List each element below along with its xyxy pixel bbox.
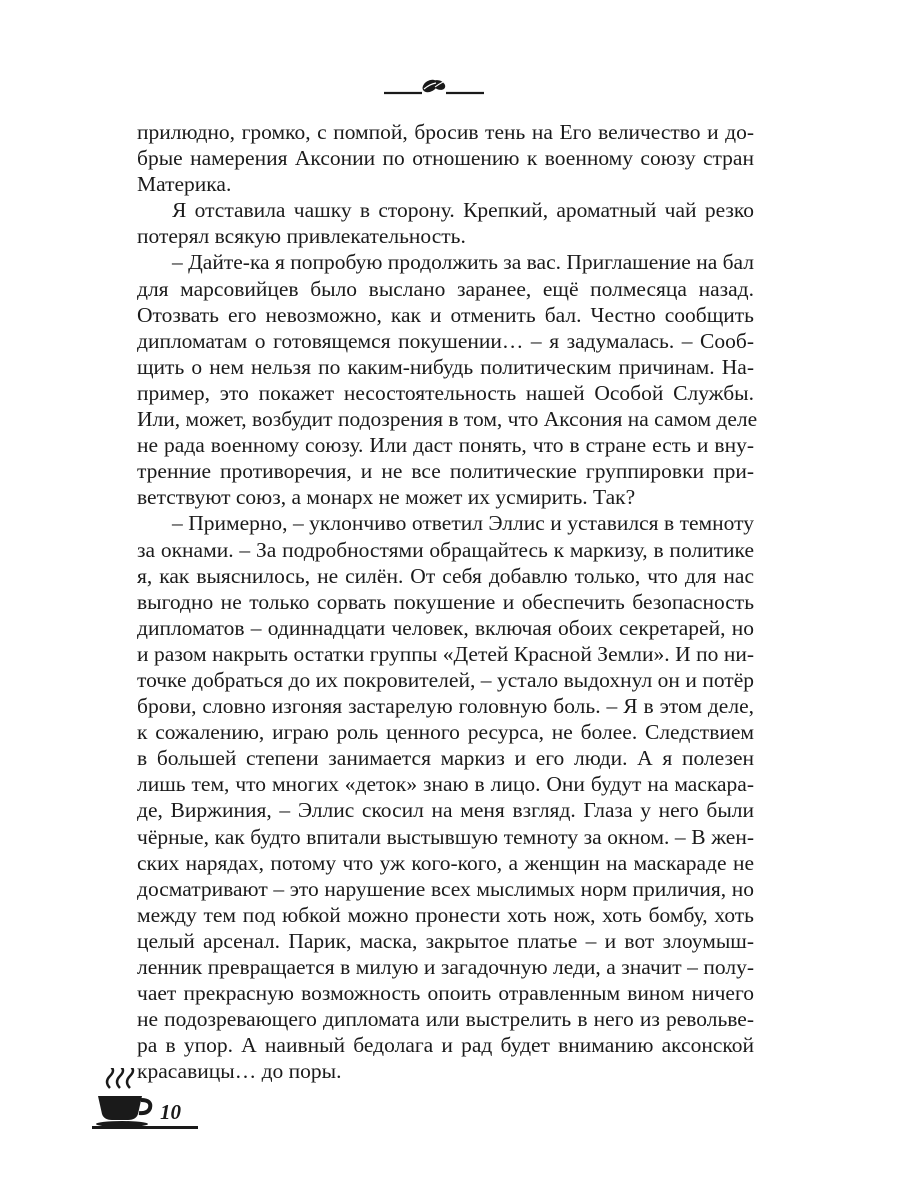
text-line: де, Виржиния, – Эллис скосил на меня взгляд. Глаза у него были <box>137 798 754 823</box>
text-line: в большей степени занимается маркиз и его люди. А я полезен <box>137 746 754 771</box>
text-line: к сожалению, играю роль ценного ресурса, не более. Следствием <box>137 720 754 745</box>
text-line: – Дайте-ка я попробую продолжить за вас. Приглашение на бал <box>172 250 755 275</box>
text-line: не подозревающего дипломата или выстрелить в него из револьве- <box>137 1007 754 1032</box>
text-line: тренние противоречия, и не все политические группировки при- <box>137 459 754 484</box>
steaming-coffee-cup-icon <box>92 1068 162 1130</box>
page-number: 10 <box>160 1100 181 1124</box>
text-line: ра в упор. А наивный бедолага и рад будет вниманию аксонской <box>137 1033 754 1058</box>
text-line: дипломатов – одиннадцати человек, включая обоих секретарей, но <box>137 615 754 640</box>
text-line: досматривают – это нарушение всех мыслимых норм приличия, но <box>137 876 754 901</box>
text-line: дипломатам о готовящемся покушении… – я задумалась. – Сооб- <box>137 328 754 353</box>
text-line: точке добраться до их покровителей, – устало выдохнул он и потёр <box>137 667 754 692</box>
text-line: Отозвать его невозможно, как и отменить бал. Честно сообщить <box>137 302 754 327</box>
text-line: для марсовийцев было выслано заранее, ещё полмесяца назад. <box>137 276 754 301</box>
body-text <box>137 119 758 1084</box>
text-line: чёрные, как будто впитали выстывшую темноту за окном. – В жен- <box>137 824 754 849</box>
text-line: – Примерно, – уклончиво ответил Эллис и уставился в темноту <box>172 511 754 536</box>
footer-ornament <box>92 1068 202 1130</box>
text-line: лишь тем, что многих «деток» знаю в лицо. Они будут на маскара- <box>137 772 754 797</box>
text-line: щить о нем нельзя по каким-нибудь политическим причинам. На- <box>137 354 754 379</box>
text-line: Материка. <box>137 172 232 197</box>
text-line: не рада военному союзу. Или даст понять, что в стране есть и вну- <box>137 433 754 458</box>
text-line: целый арсенал. Парик, маска, закрытое платье – и вот злоумыш- <box>137 928 754 953</box>
text-line: между тем под юбкой можно пронести хоть нож, хоть бомбу, хоть <box>137 902 754 927</box>
text-line: и разом накрыть остатки группы «Детей Красной Земли». И по ни- <box>137 641 754 666</box>
text-line: красавицы… до поры. <box>137 1059 342 1084</box>
text-line: брые намерения Аксонии по отношению к военному союзу стран <box>137 146 754 171</box>
text-line: Я отставила чашку в сторону. Крепкий, ароматный чай резко <box>172 198 754 223</box>
text-line: пример, это покажет несостоятельность нашей Особой Службы. <box>137 380 754 405</box>
text-line: за окнами. – За подробностями обращайтесь к маркизу, в политике <box>137 537 754 562</box>
text-line: чает прекрасную возможность опоить отравленным вином ничего <box>137 981 754 1006</box>
text-line: ветствуют союз, а монарх не может их усмирить. Так? <box>137 485 636 510</box>
text-line: прилюдно, громко, с помпой, бросив тень на Его величество и до- <box>137 120 754 144</box>
coffee-bean-ornament-icon <box>380 70 490 100</box>
text-line: брови, словно изгоняя застарелую головную боль. – Я в этом деле, <box>137 694 754 719</box>
text-line: я, как выяснилось, не силён. От себя добавлю только, что для нас <box>137 563 754 588</box>
text-line: ских нарядах, потому что уж кого-кого, а женщин на маскараде не <box>137 850 754 875</box>
text-line: ленник превращается в милую и загадочную леди, а значит – полу- <box>137 955 754 979</box>
header-ornament <box>380 70 490 100</box>
text-line: Или, может, возбудит подозрения в том, что Аксония на самом деле <box>137 407 758 432</box>
footer-rule <box>92 1126 198 1129</box>
text-line: выгодно не только сорвать покушение и обеспечить безопасность <box>137 589 754 614</box>
text-line: потерял всякую привлекательность. <box>137 224 466 249</box>
